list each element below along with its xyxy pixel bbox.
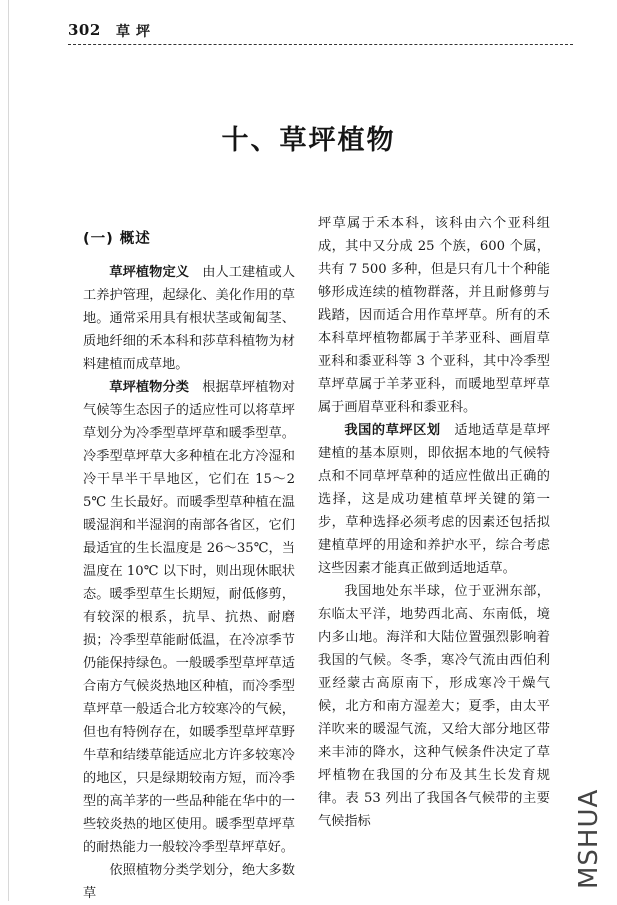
paragraph-term: 草坪植物定义 xyxy=(109,265,189,280)
paragraph xyxy=(318,419,550,580)
right-column xyxy=(318,212,550,833)
paragraph-text: 根据草坪植物对气候等生态因子的适应性可以将草坪草划分为冷季型草坪草和暖季型草。冷季型草坪草大多种植在北方冷湿和冷干旱半干旱地区，它们在 15～25℃ 生长最好。而暖季型草种植在温暖湿润和半湿润的南部各省区，它们最适宜的生长温度是 26～35℃，当温度在 10℃ 以下时，则出现休眠状态。暖季型草生长期短，耐低修剪，有较深的根系，抗旱、抗热、耐磨损；冷季型草能耐低温，在冷凉季节仍能保持绿色。一般暖季型草坪草适合南方气候炎热地区种植，而冷季型草坪草一般适合北方较寒冷的气候，但也有特例存在，如暖季型草坪草野牛草和结缕草能适应北方许多较寒冷的地区，只是绿期较南方短，而冷季型的高羊茅的一些品种能在华中的一些较炎热的地区使用。暖季型草坪草的耐热能力一般较冷季型草坪草好。 xyxy=(83,380,296,855)
paragraph-text: 适地适草是草坪建植的基本原则，即依据本地的气候特点和不同草坪草种的适应性做出正确的选择，这是成功建植草坪关键的第一步，草种选择必须考虑的因素还包括拟建植草坪的用途和养护水平，综合考虑这些因素才能真正做到适地适草。 xyxy=(318,423,551,576)
watermark: MSHUA xyxy=(574,788,604,889)
paragraph-text: 由人工建植或人工养护管理，起绿化、美化作用的草地。通常采用具有根状茎或匍匐茎、质地纤细的禾本科和莎草科植物为材料建植而成草地。 xyxy=(83,265,296,372)
paragraph-text: 依照植物分类学划分，绝大多数草 xyxy=(83,863,295,901)
paragraph xyxy=(318,580,550,833)
header-rule xyxy=(68,44,573,45)
paragraph-term: 我国的草坪区划 xyxy=(344,423,441,438)
left-column xyxy=(83,212,295,905)
paragraph xyxy=(83,376,295,859)
paragraph-term: 草坪植物分类 xyxy=(109,380,189,395)
paragraph-text: 我国地处东半球，位于亚洲东部，东临太平洋，地势西北高、东南低，境内多山地。海洋和大陆位置强烈影响着我国的气候。冬季，寒冷气流由西伯利亚经蒙古高原南下，形成寒冷干燥气候，北方和南方湿差大；夏季，由太平洋吹来的暖湿气流，又给大部分地区带来丰沛的降水，这种气候条件决定了草坪植物在我国的分布及其生长发育规律。表 53 列出了我国各气候带的主要气候指标 xyxy=(318,584,550,829)
paragraph xyxy=(83,261,295,376)
paragraph-text: 坪草属于禾本科，该科由六个亚科组成，其中又分成 25 个族，600 个属，共有 7 500 多种，但是只有几十个种能够形成连续的植物群落，并且耐修剪与践踏，因而适合用作草坪草。所有的禾本科草坪植物都属于羊茅亚科、画眉草亚科和黍亚科等 3 个亚科，其中冷季型草坪草属于羊茅亚科，而暖地型草坪草属于画眉草亚科和黍亚科。 xyxy=(318,216,550,415)
paragraph xyxy=(318,212,550,419)
section-heading: (一) 概述 xyxy=(83,231,151,247)
paragraph xyxy=(83,859,295,905)
page-header xyxy=(68,18,578,58)
chapter-title: 十、草坪植物 xyxy=(221,125,396,156)
running-head: 草坪 xyxy=(116,24,156,40)
page-number: 302 xyxy=(68,21,101,39)
